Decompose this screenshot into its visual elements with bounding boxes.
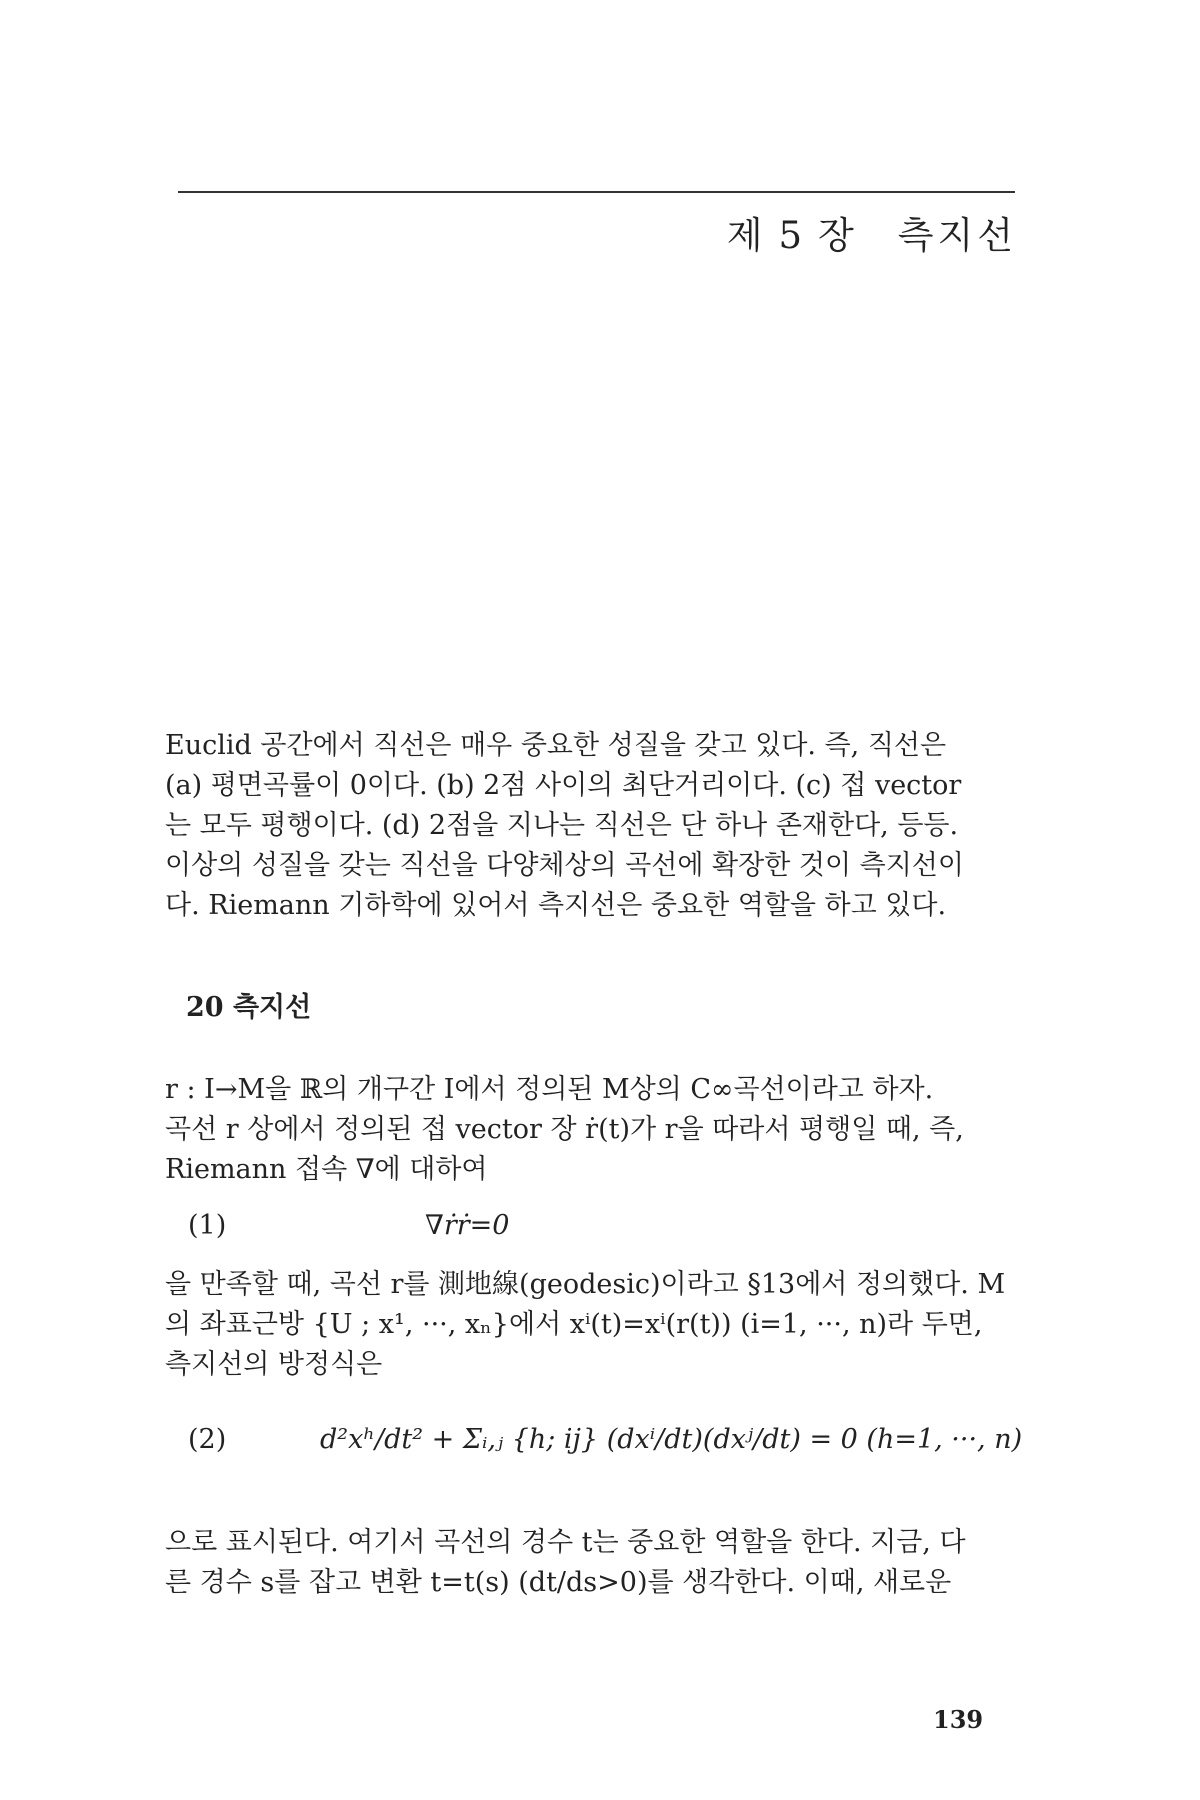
chapter-prefix: 제 <box>726 214 767 257</box>
header-rule <box>178 191 1015 193</box>
paragraph-line: 의 좌표근방 {U ; x¹, ···, xₙ}에서 xⁱ(t)=xⁱ(r(t)) (i=1, ···, n)라 두면, <box>165 1309 983 1340</box>
paragraph-line: 측지선의 방정식은 <box>165 1349 383 1380</box>
equation-1-body: ∇ṙṙ=0 <box>425 1210 510 1241</box>
paragraph-line: 으로 표시된다. 여기서 곡선의 경수 t는 중요한 역할을 한다. 지금, 다 <box>165 1527 966 1558</box>
paragraph-line: 른 경수 s를 잡고 변환 t=t(s) (dt/ds>0)를 생각한다. 이때, 새로운 <box>165 1567 952 1598</box>
chapter-title: 측지선 <box>897 214 1017 257</box>
definition-paragraph <box>165 1070 1015 1190</box>
intro-line: 다. Riemann 기하학에 있어서 측지선은 중요한 역할을 하고 있다. <box>165 890 947 921</box>
definition-line: r : I→M을 ℝ의 개구간 I에서 정의된 M상의 C∞곡선이라고 하자. <box>165 1074 934 1105</box>
paragraph-line: 을 만족할 때, 곡선 r를 測地線(geodesic)이라고 §13에서 정의했다. M <box>165 1269 1006 1300</box>
definition-line: Riemann 접속 ∇에 대하여 <box>165 1154 488 1185</box>
equation-2-body: d²xʰ/dt² + Σᵢ,ⱼ {h; ij} (dxⁱ/dt)(dxʲ/dt) = 0 (h=1, ···, n) <box>320 1424 1023 1455</box>
intro-line: 는 모두 평행이다. (d) 2점을 지나는 직선은 단 하나 존재한다, 등등. <box>165 810 959 841</box>
after-equation-2-paragraph <box>165 1523 1015 1603</box>
intro-paragraph <box>165 726 1015 926</box>
after-equation-1-paragraph <box>165 1265 1015 1385</box>
intro-line: Euclid 공간에서 직선은 매우 중요한 성질을 갖고 있다. 즉, 직선은 <box>165 730 947 761</box>
page-number: 139 <box>933 1705 984 1734</box>
equation-1-number: (1) <box>188 1210 227 1241</box>
equation-2-number: (2) <box>188 1424 227 1455</box>
intro-line: 이상의 성질을 갖는 직선을 다양체상의 곡선에 확장한 것이 측지선이 <box>165 850 964 881</box>
section-title: 20 측지선 <box>186 992 312 1023</box>
chapter-heading <box>715 205 1017 259</box>
chapter-suffix: 장 <box>818 214 858 257</box>
chapter-number: 5 <box>778 214 807 257</box>
definition-line: 곡선 r 상에서 정의된 접 vector 장 ṙ(t)가 r을 따라서 평행일 때, 즉, <box>165 1114 964 1145</box>
intro-line: (a) 평면곡률이 0이다. (b) 2점 사이의 최단거리이다. (c) 접 vector <box>165 770 962 801</box>
